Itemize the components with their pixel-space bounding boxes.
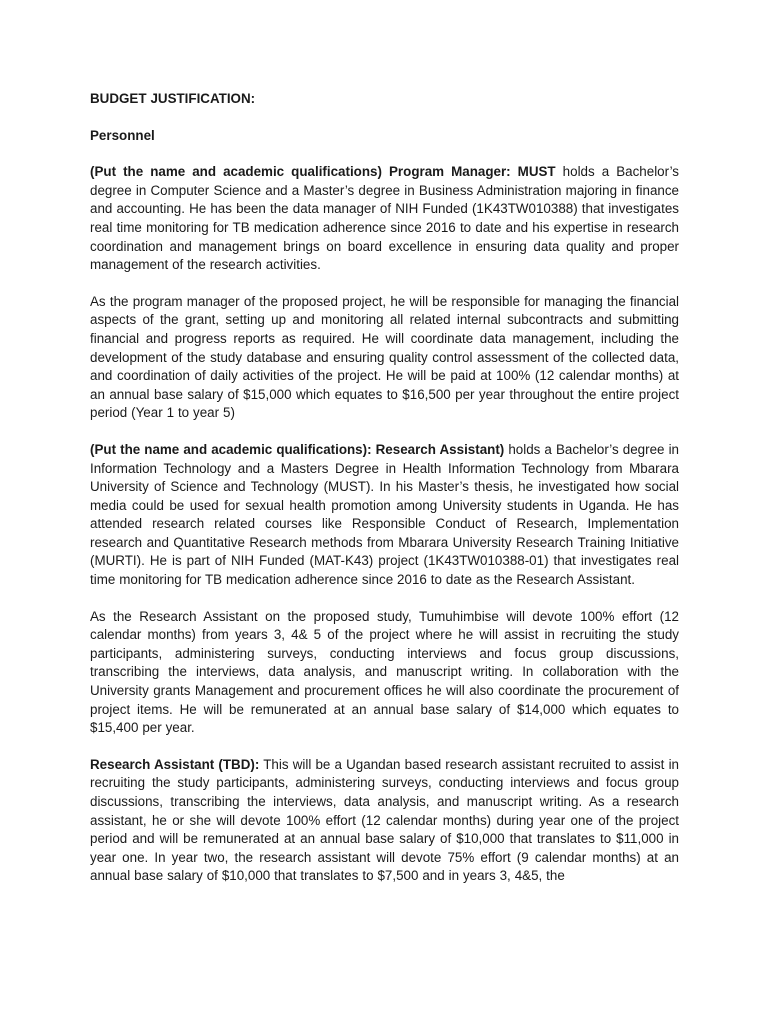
paragraph-text: As the Research Assistant on the proposed study, Tumuhimbise will devote 100% effort (12 calendar months) from years 3, 4& 5 of the project where he will assist in recruiting the study participants, administering surveys, conducting interviews and focus group discussions, transcribing the interviews, data analysis, and manuscript writing. In collaboration with the University grants Management and procurement offices he will also coordinate the procurement of project items. He will be remunerated at an annual base salary of $14,000 which equates to $15,400 per year. [90, 608, 679, 736]
paragraph-lead: Research Assistant (TBD): [90, 756, 260, 772]
section-heading: Personnel [90, 127, 155, 143]
document-title: BUDGET JUSTIFICATION: [90, 91, 256, 106]
paragraph-text: As the program manager of the proposed project, he will be responsible for managing the financial aspects of the grant, setting up and monitoring all related internal subcontracts and submitting financial and progress reports as required. He will coordinate data management, including the development of the study database and ensuring quality control assessment of the collected data, and coordination of daily activities of the project. He will be paid at 100% (12 calendar months) at an annual base salary of $15,000 which equates to $16,500 per year throughout the entire project period (Year 1 to year 5) [90, 293, 679, 421]
paragraph-text: This will be a Ugandan based research assistant recruited to assist in recruiting the study participants, administering surveys, conducting interviews and focus group discussions, transcribing the interviews, data analysis, and manuscript writing. As a research assistant, he or she will devote 100% effort (12 calendar months) during year one of the project period and will be remunerated at an annual base salary of $10,000 that translates to $11,000 in year one. In year two, the research assistant will devote 75% effort (9 calendar months) at an annual base salary of $10,000 that translates to $7,500 and in years 3, 4&5, the [90, 756, 679, 884]
paragraph-text: holds a Bachelor’s degree in Computer Science and a Master’s degree in Business Administration majoring in finance and accounting. He has been the data manager of NIH Funded (1K43TW010388) that investigates real time monitoring for TB medication adherence since 2016 to date and his expertise in research coordination and management brings on board excellence in ensuring data quality and proper management of the research activities. [90, 164, 679, 273]
paragraph-program-manager-duties [90, 293, 679, 423]
paragraph-research-assistant-tbd [90, 756, 679, 886]
paragraph-program-manager [90, 163, 679, 275]
paragraph-research-assistant [90, 441, 679, 590]
paragraph-lead: (Put the name and academic qualifications) Program Manager: MUST [90, 164, 556, 180]
paragraph-text: holds a Bachelor’s degree in Information Technology and a Masters Degree in Health Information Technology from Mbarara University of Science and Technology (MUST). In his Master’s thesis, he investigated how social media could be used for sexual health promotion among University students in Uganda. He has attended research related courses like Responsible Conduct of Research, Implementation research and Quantitative Research methods from Mbarara University Research Training Initiative (MURTI). He is part of NIH Funded (MAT-K43) project (1K43TW010388-01) that investigates real time monitoring for TB medication adherence since 2016 to date as the Research Assistant. [90, 441, 679, 588]
paragraph-lead: (Put the name and academic qualifications): Research Assistant) [90, 441, 505, 457]
paragraph-research-assistant-duties [90, 608, 679, 738]
